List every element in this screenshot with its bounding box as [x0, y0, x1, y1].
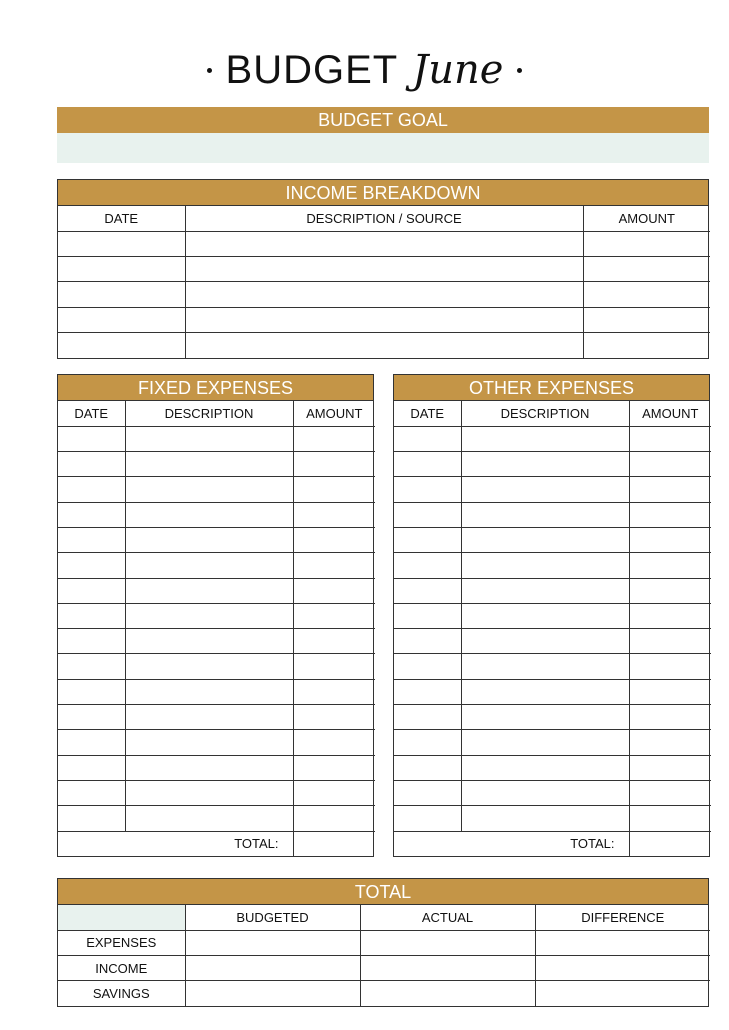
totals-row-label: INCOME [58, 956, 185, 981]
other-expense-cell[interactable] [461, 426, 629, 451]
other-col-description: DESCRIPTION [461, 401, 629, 426]
fixed-expense-cell[interactable] [293, 603, 375, 628]
income-col-amount: AMOUNT [583, 206, 710, 231]
fixed-expense-cell[interactable] [125, 553, 293, 578]
totals-cell[interactable] [360, 956, 535, 981]
other-expense-row [394, 603, 711, 628]
fixed-expense-row [58, 426, 375, 451]
other-expense-cell[interactable] [461, 730, 629, 755]
fixed-expense-row [58, 477, 375, 502]
totals-cell[interactable] [185, 981, 360, 1006]
fixed-expense-cell[interactable] [58, 780, 125, 805]
fixed-expense-cell[interactable] [125, 755, 293, 780]
other-expense-cell[interactable] [629, 603, 711, 628]
other-expense-cell[interactable] [629, 527, 711, 552]
fixed-expense-cell[interactable] [58, 578, 125, 603]
totals-panel [57, 878, 709, 1007]
fixed-expenses-panel [57, 374, 374, 857]
other-expense-row [394, 452, 711, 477]
fixed-expense-cell[interactable] [125, 578, 293, 603]
income-row [58, 307, 710, 332]
fixed-expense-cell[interactable] [58, 426, 125, 451]
income-row [58, 332, 710, 357]
other-expense-cell[interactable] [461, 780, 629, 805]
other-expense-row [394, 527, 711, 552]
income-row [58, 257, 710, 282]
fixed-expense-cell[interactable] [125, 603, 293, 628]
title-word: BUDGET [225, 47, 399, 92]
other-expense-cell[interactable] [394, 780, 461, 805]
totals-col-budgeted: BUDGETED [185, 905, 360, 930]
fixed-expense-row [58, 502, 375, 527]
totals-col-actual: ACTUAL [360, 905, 535, 930]
fixed-expense-cell[interactable] [293, 705, 375, 730]
other-expense-cell[interactable] [629, 629, 711, 654]
fixed-expense-row [58, 629, 375, 654]
totals-table [58, 905, 710, 1006]
other-expense-cell[interactable] [629, 452, 711, 477]
other-expense-cell[interactable] [629, 477, 711, 502]
other-expenses-header: OTHER EXPENSES [394, 375, 709, 401]
fixed-expense-row [58, 806, 375, 831]
other-expense-cell[interactable] [394, 452, 461, 477]
fixed-expense-cell[interactable] [293, 679, 375, 704]
other-expense-cell[interactable] [394, 426, 461, 451]
fixed-expense-cell[interactable] [125, 477, 293, 502]
fixed-expense-row [58, 527, 375, 552]
income-cell[interactable] [185, 282, 583, 307]
fixed-expense-cell[interactable] [58, 629, 125, 654]
fixed-expense-cell[interactable] [293, 755, 375, 780]
other-expense-cell[interactable] [394, 730, 461, 755]
income-col-description: DESCRIPTION / SOURCE [185, 206, 583, 231]
fixed-expense-cell[interactable] [58, 679, 125, 704]
other-expense-row [394, 730, 711, 755]
income-cell[interactable] [58, 231, 185, 256]
other-expense-cell[interactable] [394, 629, 461, 654]
fixed-expense-cell[interactable] [125, 502, 293, 527]
fixed-expense-row [58, 705, 375, 730]
income-cell[interactable] [58, 332, 185, 357]
other-expense-cell[interactable] [461, 679, 629, 704]
other-expense-cell[interactable] [629, 426, 711, 451]
other-expense-row [394, 654, 711, 679]
fixed-expense-cell[interactable] [125, 780, 293, 805]
income-cell[interactable] [185, 257, 583, 282]
income-row [58, 282, 710, 307]
fixed-expense-cell[interactable] [293, 780, 375, 805]
totals-row-label: EXPENSES [58, 930, 185, 955]
other-expense-row [394, 477, 711, 502]
fixed-expense-cell[interactable] [58, 755, 125, 780]
totals-cell[interactable] [360, 930, 535, 955]
fixed-col-description: DESCRIPTION [125, 401, 293, 426]
income-cell[interactable] [185, 332, 583, 357]
other-col-date: DATE [394, 401, 461, 426]
other-total-amount[interactable] [629, 831, 711, 856]
other-expense-row [394, 426, 711, 451]
other-expense-row [394, 578, 711, 603]
other-expense-cell[interactable] [461, 806, 629, 831]
income-cell[interactable] [583, 332, 710, 357]
other-expense-cell[interactable] [629, 705, 711, 730]
fixed-expense-cell[interactable] [293, 654, 375, 679]
other-expense-cell[interactable] [394, 654, 461, 679]
other-expense-cell[interactable] [394, 603, 461, 628]
other-expenses-table [394, 401, 711, 856]
fixed-expense-cell[interactable] [58, 527, 125, 552]
totals-cell[interactable] [185, 930, 360, 955]
fixed-expense-cell[interactable] [125, 654, 293, 679]
fixed-expense-row [58, 755, 375, 780]
fixed-expense-cell[interactable] [125, 452, 293, 477]
other-expense-cell[interactable] [629, 679, 711, 704]
fixed-expense-cell[interactable] [58, 806, 125, 831]
title-month: June [412, 47, 504, 93]
page-title [0, 40, 729, 100]
totals-cell[interactable] [535, 930, 710, 955]
income-cell[interactable] [185, 307, 583, 332]
income-cell[interactable] [583, 282, 710, 307]
other-expense-row [394, 806, 711, 831]
other-expense-cell[interactable] [394, 755, 461, 780]
totals-cell[interactable] [360, 981, 535, 1006]
other-expense-cell[interactable] [394, 502, 461, 527]
fixed-expense-cell[interactable] [293, 452, 375, 477]
other-expense-cell[interactable] [394, 705, 461, 730]
fixed-expense-cell[interactable] [293, 578, 375, 603]
income-cell[interactable] [58, 282, 185, 307]
fixed-expense-cell[interactable] [293, 527, 375, 552]
fixed-total-label: TOTAL: [58, 831, 293, 856]
other-expense-cell[interactable] [461, 705, 629, 730]
other-expense-cell[interactable] [394, 679, 461, 704]
fixed-expense-row [58, 553, 375, 578]
other-expense-cell[interactable] [461, 755, 629, 780]
fixed-expense-row [58, 679, 375, 704]
other-expense-row [394, 629, 711, 654]
fixed-expense-cell[interactable] [125, 730, 293, 755]
totals-row [58, 930, 710, 955]
fixed-expense-row [58, 730, 375, 755]
other-expenses-panel [393, 374, 710, 857]
fixed-expense-row [58, 654, 375, 679]
totals-corner-cell [58, 905, 185, 930]
other-expense-cell[interactable] [629, 578, 711, 603]
other-expense-cell[interactable] [461, 502, 629, 527]
income-cell[interactable] [583, 257, 710, 282]
totals-row [58, 981, 710, 1006]
other-expense-cell[interactable] [394, 578, 461, 603]
fixed-expense-cell[interactable] [58, 730, 125, 755]
other-expense-cell[interactable] [461, 654, 629, 679]
other-expense-cell[interactable] [461, 603, 629, 628]
income-cell[interactable] [58, 257, 185, 282]
fixed-expense-cell[interactable] [125, 426, 293, 451]
fixed-expense-cell[interactable] [58, 553, 125, 578]
other-expense-cell[interactable] [461, 477, 629, 502]
other-expense-cell[interactable] [394, 527, 461, 552]
budget-goal-header: BUDGET GOAL [57, 107, 709, 133]
totals-cell[interactable] [535, 956, 710, 981]
fixed-expense-cell[interactable] [58, 603, 125, 628]
other-expense-row [394, 502, 711, 527]
other-expense-cell[interactable] [394, 553, 461, 578]
fixed-expense-cell[interactable] [293, 426, 375, 451]
other-expense-cell[interactable] [629, 755, 711, 780]
fixed-col-date: DATE [58, 401, 125, 426]
totals-cell[interactable] [185, 956, 360, 981]
income-cell[interactable] [185, 231, 583, 256]
fixed-expense-cell[interactable] [58, 705, 125, 730]
other-expense-cell[interactable] [394, 806, 461, 831]
fixed-expense-cell[interactable] [58, 654, 125, 679]
other-expense-cell[interactable] [629, 553, 711, 578]
income-cell[interactable] [58, 307, 185, 332]
fixed-expense-cell[interactable] [293, 730, 375, 755]
other-expense-cell[interactable] [629, 780, 711, 805]
other-expense-row [394, 705, 711, 730]
fixed-expenses-header: FIXED EXPENSES [58, 375, 373, 401]
fixed-expense-cell[interactable] [125, 705, 293, 730]
fixed-expense-cell[interactable] [58, 477, 125, 502]
other-expense-row [394, 553, 711, 578]
other-total-label: TOTAL: [394, 831, 629, 856]
budget-goal-section [57, 107, 709, 163]
other-expense-row [394, 755, 711, 780]
other-expense-cell[interactable] [461, 452, 629, 477]
bullet-dot-right [517, 68, 522, 73]
fixed-expense-row [58, 603, 375, 628]
fixed-expense-cell[interactable] [125, 527, 293, 552]
income-table [58, 206, 710, 358]
fixed-expense-cell[interactable] [125, 629, 293, 654]
fixed-expense-cell[interactable] [293, 477, 375, 502]
fixed-expense-cell[interactable] [293, 806, 375, 831]
fixed-expense-row [58, 780, 375, 805]
fixed-expense-cell[interactable] [293, 502, 375, 527]
fixed-expense-cell[interactable] [125, 679, 293, 704]
fixed-expenses-table [58, 401, 375, 856]
totals-cell[interactable] [535, 981, 710, 1006]
totals-row [58, 956, 710, 981]
bullet-dot-left [207, 68, 212, 73]
other-expense-row [394, 679, 711, 704]
other-expense-cell[interactable] [629, 730, 711, 755]
fixed-expense-cell[interactable] [58, 452, 125, 477]
fixed-expense-row [58, 452, 375, 477]
totals-header: TOTAL [58, 879, 708, 905]
fixed-expense-cell[interactable] [293, 629, 375, 654]
totals-col-difference: DIFFERENCE [535, 905, 710, 930]
fixed-col-amount: AMOUNT [293, 401, 375, 426]
budget-goal-field[interactable] [57, 133, 709, 163]
other-expense-cell[interactable] [394, 477, 461, 502]
fixed-expense-row [58, 578, 375, 603]
income-cell[interactable] [583, 231, 710, 256]
other-expense-row [394, 780, 711, 805]
other-expense-cell[interactable] [461, 527, 629, 552]
other-expense-cell[interactable] [461, 629, 629, 654]
fixed-total-amount[interactable] [293, 831, 375, 856]
income-col-date: DATE [58, 206, 185, 231]
income-cell[interactable] [583, 307, 710, 332]
other-expense-cell[interactable] [629, 806, 711, 831]
fixed-expense-cell[interactable] [125, 806, 293, 831]
other-expense-cell[interactable] [461, 578, 629, 603]
other-col-amount: AMOUNT [629, 401, 711, 426]
fixed-expense-cell[interactable] [293, 553, 375, 578]
income-breakdown-header: INCOME BREAKDOWN [58, 180, 708, 206]
other-expense-cell[interactable] [461, 553, 629, 578]
other-expense-cell[interactable] [629, 502, 711, 527]
income-breakdown-panel [57, 179, 709, 359]
totals-row-label: SAVINGS [58, 981, 185, 1006]
fixed-expense-cell[interactable] [58, 502, 125, 527]
other-expense-cell[interactable] [629, 654, 711, 679]
income-row [58, 231, 710, 256]
